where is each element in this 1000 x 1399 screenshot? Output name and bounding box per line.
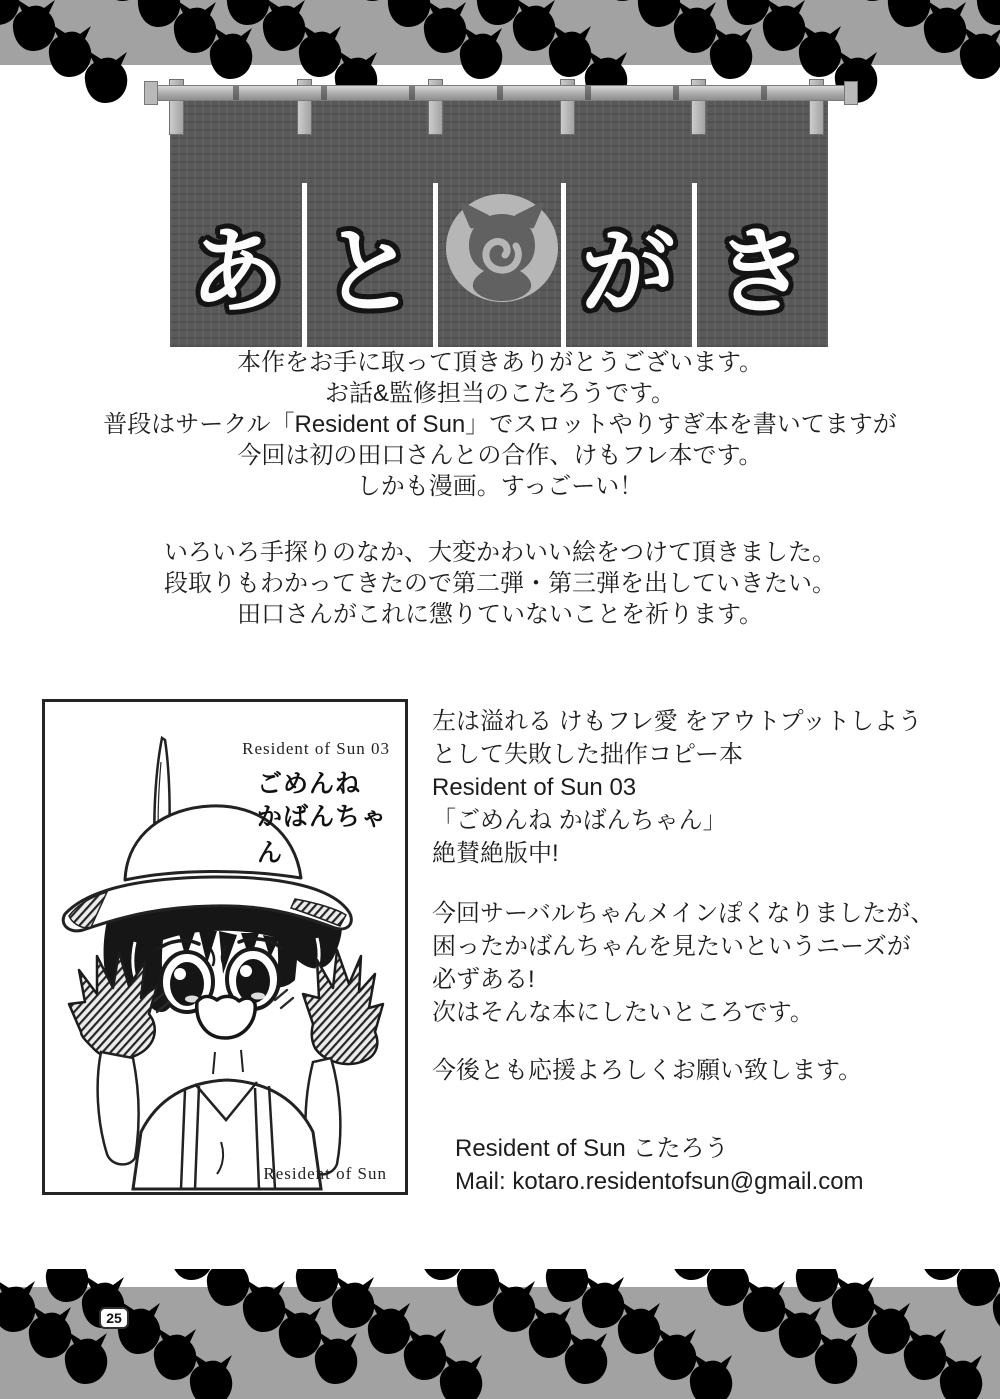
banner-title-char: が: [580, 219, 675, 324]
pole-end-cap: [144, 81, 158, 105]
bamboo-pole: [150, 85, 852, 101]
page-number-badge: 25: [99, 1307, 129, 1329]
text-line: 今回は初の田口さんとの合作、けもフレ本です。: [237, 442, 763, 469]
text-line: お話&監修担当のこたろうです。: [324, 380, 676, 407]
book-title-line1: ごめんね: [257, 770, 362, 798]
cat-swirl-emblem-icon: [445, 193, 559, 303]
intro-paragraph: [0, 347, 1000, 502]
signature-block: [432, 1132, 995, 1198]
closing-line: [432, 1054, 972, 1087]
book-footer-label: Resident of Sun: [263, 1164, 387, 1183]
banner-title-char: と: [321, 219, 416, 324]
book-series-label: Resident of Sun 03: [242, 739, 390, 758]
text-line: 今回サーバルちゃんメインぽくなりましたが、: [432, 900, 935, 927]
circle-name: Resident of Sun こたろう: [455, 1135, 729, 1162]
banner-title-char: あ: [189, 219, 284, 324]
text-line: 次はそんな本にしたいところです。: [432, 999, 814, 1026]
banner-title-char: き: [713, 219, 808, 324]
text-line: 必ずある!: [432, 966, 535, 993]
text-line: として失敗した拙作コピー本: [432, 741, 744, 768]
text-line: 本作をお手に取って頂きありがとうございます。: [236, 349, 764, 376]
text-line: 困ったかばんちゃんを見たいというニーズが: [432, 933, 911, 960]
text-line: 左は溢れる けもフレ愛 をアウトプットしよう: [432, 708, 922, 735]
text-line: Resident of Sun 03: [432, 774, 637, 801]
second-paragraph: [0, 537, 1000, 630]
text-line: 「ごめんね かばんちゃん」: [432, 807, 727, 834]
text-line: 今後とも応援よろしくお願い致します。: [432, 1057, 863, 1084]
text-line: 田口さんがこれに懲りていないことを祈ります。: [236, 601, 764, 628]
book-note-block: [432, 705, 972, 870]
previous-book-cover-box: [42, 699, 408, 1195]
text-line: 絶賛絶版中!: [432, 840, 559, 867]
next-book-block: [432, 897, 972, 1029]
mail-address: Mail: kotaro.residentofsun@gmail.com: [455, 1168, 864, 1195]
text-line: 普段はサークル「Resident of Sun」でスロットやりすぎ本を書いてますが: [103, 411, 897, 438]
text-line: しかも漫画。すっごーい！: [356, 473, 644, 500]
pole-end-cap: [844, 81, 858, 105]
book-title-line2: かばんちゃん: [257, 803, 388, 867]
cat-swirl-pattern-band-bottom: [0, 1269, 1000, 1399]
text-line: 段取りもわかってきたので第二弾・第三弾を出していきたい。: [164, 570, 836, 597]
text-line: いろいろ手探りのなか、大変かわいい絵をつけて頂きました。: [164, 539, 836, 566]
